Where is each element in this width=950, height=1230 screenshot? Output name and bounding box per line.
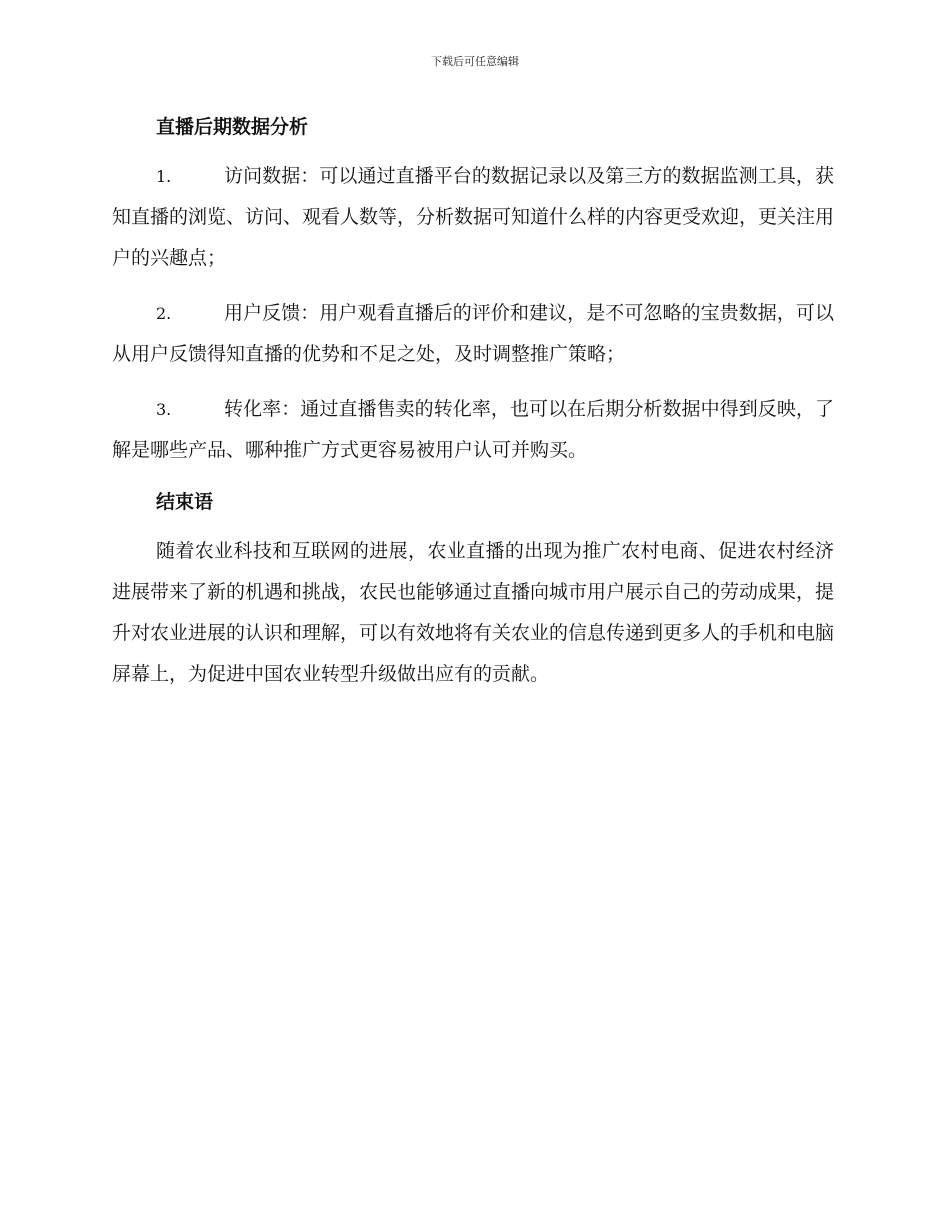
section-title-data-analysis: 直播后期数据分析: [156, 116, 309, 138]
list-item-2: [112, 293, 834, 375]
list-item-text: 用户反馈：用户观看直播后的评价和建议，是不可忽略的宝贵数据，可以从用户反馈得知直播的优势和不足之处，及时调整推广策略；: [112, 302, 834, 365]
list-item-text: 转化率：通过直播售卖的转化率，也可以在后期分析数据中得到反映，了解是哪些产品、哪种推广方式更容易被用户认可并购买。: [112, 398, 834, 461]
conclusion-paragraph: 随着农业科技和互联网的进展，农业直播的出现为推广农村电商、促进农村经济进展带来了新的机遇和挑战，农民也能够通过直播向城市用户展示自己的劳动成果，提升对农业进展的认识和理解，可以有效地将有关农业的信息传递到更多人的手机和电脑屏幕上，为促进中国农业转型升级做出应有的贡献。: [112, 540, 835, 685]
list-item-number: 3.: [156, 400, 172, 419]
section-title-conclusion: 结束语: [156, 491, 214, 513]
page-header: 下载后可任意编辑: [431, 55, 519, 68]
list-item-1: [112, 156, 834, 279]
list-item-text: 访问数据：可以通过直播平台的数据记录以及第三方的数据监测工具，获知直播的浏览、访问、观看人数等，分析数据可知道什么样的内容更受欢迎，更关注用户的兴趣点；: [112, 165, 835, 269]
document-body: [112, 110, 834, 709]
list-item-number: 1.: [156, 167, 172, 186]
list-item-number: 2.: [156, 304, 172, 323]
list-item-3: [112, 389, 834, 471]
